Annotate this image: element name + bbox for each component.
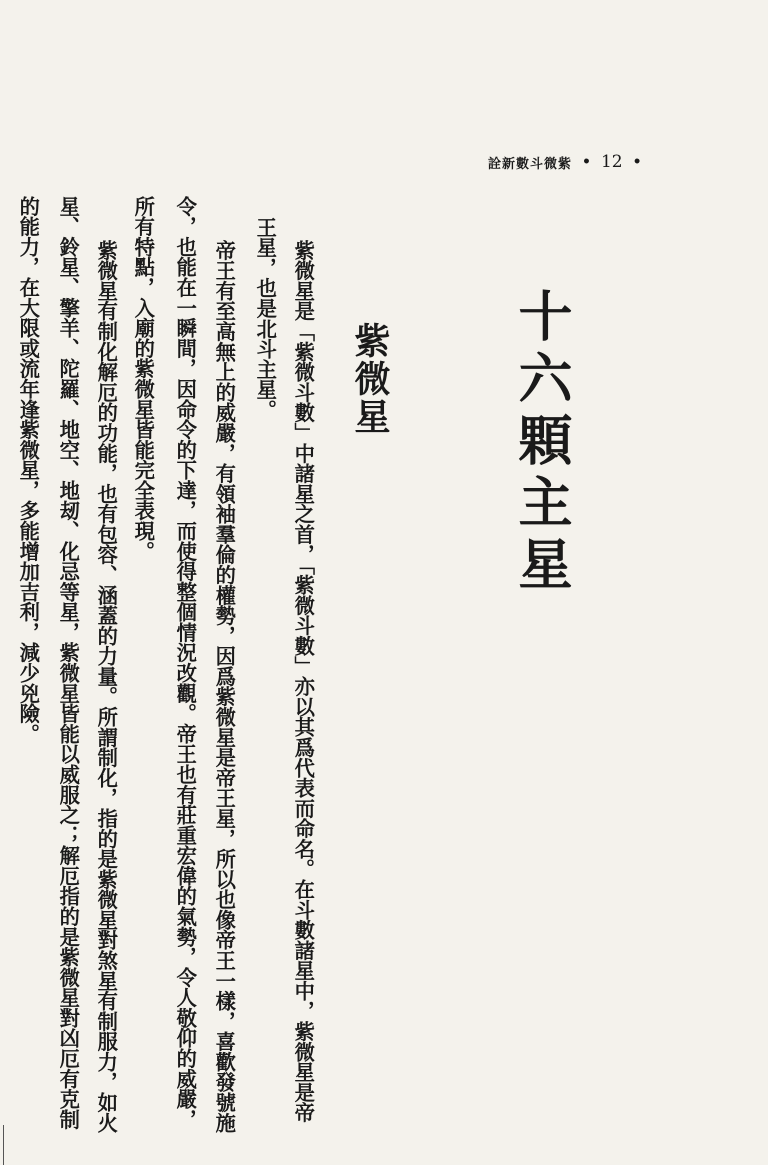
page-number: 12 xyxy=(600,152,623,172)
running-header xyxy=(488,150,642,174)
chapter-title: 十六顆主星 xyxy=(510,288,574,598)
body-column-2: 王星，也是北斗主星。 xyxy=(253,217,278,420)
body-column-7: 星、鈴星、擎羊、陀羅、地空、地刼、化忌等星，紫微星皆能以威服之；解厄指的是紫微星對凶厄有克制 xyxy=(56,196,81,1130)
scan-edge-mark xyxy=(3,1125,4,1165)
body-column-8: 的能力，在大限或流年逢紫微星，多能增加吉利，減少兇險。 xyxy=(16,196,41,744)
body-column-5: 所有特點，入廟的紫微星皆能完全表現。 xyxy=(131,196,156,562)
body-column-3: 帝王有至高無上的威嚴，有領袖羣倫的權勢，因爲紫微星是帝王星，所以也像帝王一樣，喜歡發號施 xyxy=(212,240,237,1133)
body-column-4: 令，也能在一瞬間，因命令的下達，而使得整個情況改觀。帝王也有莊重宏偉的氣勢，令人敬仰的威嚴， xyxy=(173,196,198,1130)
book-title: 詮新數斗微紫 xyxy=(488,156,573,172)
header-dot-right: • xyxy=(632,154,642,170)
section-title: 紫微星 xyxy=(349,322,391,436)
header-dot-left: • xyxy=(582,154,591,170)
body-column-1: 紫微星是「紫微斗數」中諸星之首，「紫微斗數」亦以其爲代表而命名。在斗數諸星中，紫微星是帝 xyxy=(291,240,316,1123)
body-column-6: 紫微星有制化解厄的功能，也有包容、涵蓋的力量。所謂制化，指的是紫微星對煞星有制服力，如火 xyxy=(94,240,119,1133)
